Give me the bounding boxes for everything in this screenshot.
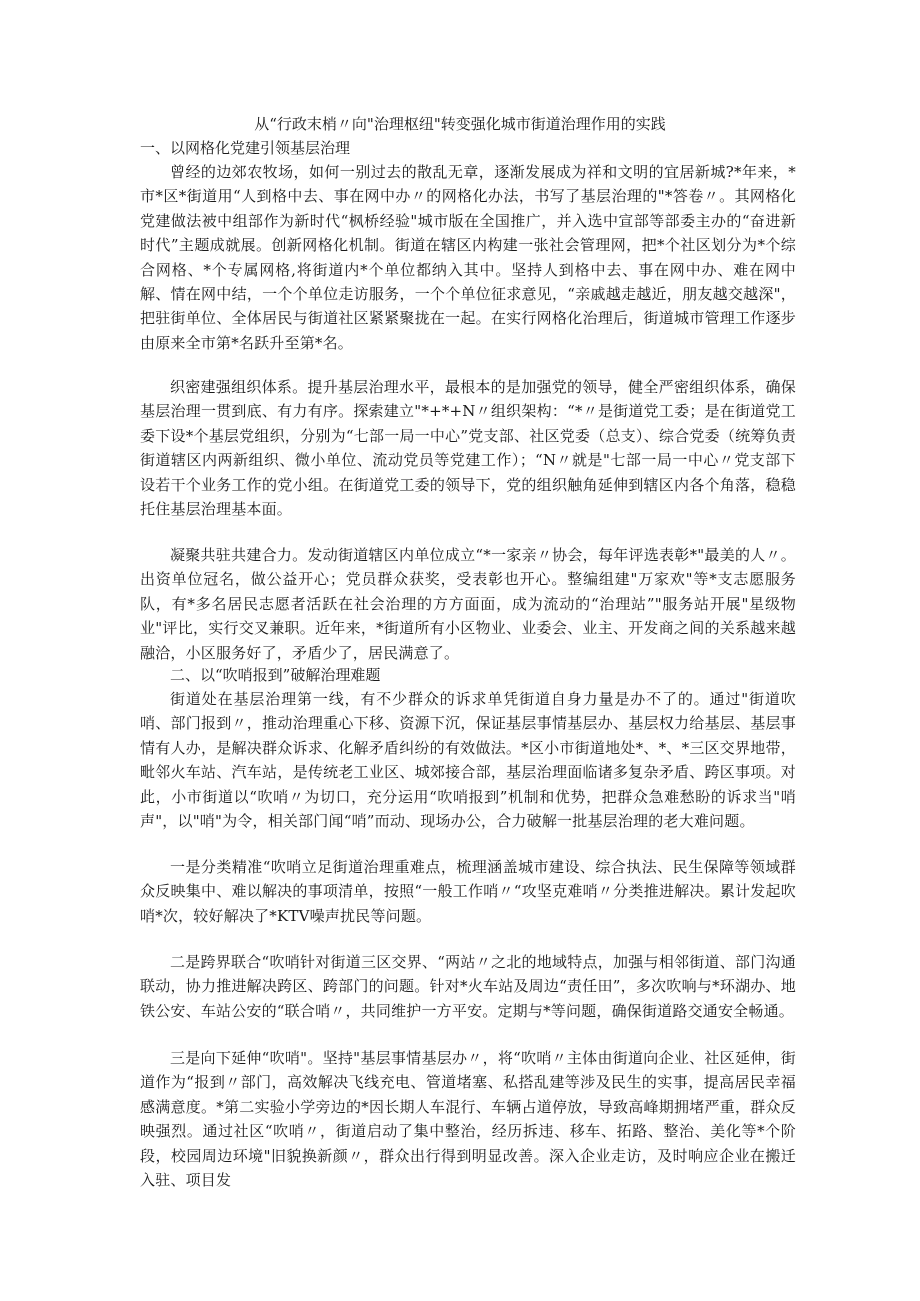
paragraph-7: 三是向下延伸“吹哨"。坚持"基层事情基层办〃，将“吹哨〃主体由街道向企业、社区延伸，街道作为“报到〃部门，高效解决飞线充电、管道堵塞、私搭乱建等涉及民生的实事，提高居民幸福感满意度。*第二实验小学旁边的*因长期人车混行、车辆占道停放，导致高峰期拥堵严重，群众反映强烈。通过社区“吹哨〃，街道启动了集中整治，经历拆违、移车、拓路、整治、美化等*个阶段，校园周边环境"旧貌换新颜〃，群众出行得到明显改善。深入企业走访，及时响应企业在搬迁入驻、项目发 (140, 1049, 796, 1190)
paragraph-4: 街道处在基层治理第一线，有不少群众的诉求单凭街道自身力量是办不了的。通过"街道吹哨、部门报到〃，推动治理重心下移、资源下沉，保证基层事情基层办、基层权力给基层、基层事情有人办，是解决群众诉求、化解矛盾纠纷的有效做法。*区小市街道地处*、*、*三区交界地带，毗邻火车站、汽车站，是传统老工业区、城郊接合部，基层治理面临诸多复杂矛盾、跨区事项。对此，小市街道以“吹哨〃为切口，充分运用“吹哨报到”机制和优势，把群众急难愁盼的诉求当"哨声"，以"哨"为令，相关部门闻“哨”而动、现场办公，合力破解一批基层治理的老大难问题。 (140, 690, 796, 831)
section-1-heading: 一、以网格化党建引领基层治理 (140, 139, 351, 157)
document-title: 从“行政末梢〃向"治理枢纽"转变强化城市街道治理作用的实践 (254, 115, 666, 133)
paragraph-1: 曾经的边郊农牧场，如何一别过去的散乱无章，逐渐发展成为祥和文明的宜居新城?*年来，*市*区*街道用“人到格中去、事在网中办〃的网格化办法，书写了基层治理的"*答卷〃。其网格化党建做法被中组部作为新时代“枫桥经验"城市版在全国推广，并入选中宣部等部委主办的“奋进新时代”主题成就展。创新网格化机制。街道在辖区内构建一张社会管理网，把*个社区划分为*个综合网格、*个专属网格,将街道内*个单位都纳入其中。坚持人到格中去、事在网中办、难在网中解、情在网中结，一个个单位走访服务，一个个单位征求意见，“亲戚越走越近，朋友越交越深"，把驻街单位、全体居民与街道社区紧紧聚拢在一起。在实行网格化治理后，街道城市管理工作逐步由原来全市第*名跃升至第*名。 (140, 163, 796, 352)
paragraph-5: 一是分类精准“吹哨立足街道治理重难点，梳理涵盖城市建设、综合执法、民生保障等领域群众反映集中、难以解决的事项清单，按照“一般工作哨〃“攻坚克难哨〃分类推进解决。累计发起吹哨*次，较好解决了*KTV噪声扰民等问题。 (140, 858, 796, 925)
paragraph-6: 二是跨界联合“吹哨针对街道三区交界、“两站〃之北的地域特点，加强与相邻街道、部门沟通联动，协力推进解决跨区、跨部门的问题。针对*火车站及周边“责任田”，多次吹响与*环湖办、地铁公安、车站公安的“联合哨〃，共同维护一方平安。定期与*等问题，确保街道路交通安全畅通。 (140, 953, 796, 1020)
paragraph-3: 凝聚共驻共建合力。发动街道辖区内单位成立“*一家亲〃协会，每年评选表彰*"最美的人〃。出资单位冠名，做公益开心；党员群众获奖，受表彰也开心。整编组建"万家欢"等*支志愿服务队，有*多名居民志愿者活跃在社会治理的方方面面，成为流动的“治理站”"服务站开展"星级物业"评比，实行交叉兼职。近年来，*街道所有小区物业、业委会、业主、开发商之间的关系越来越融洽，小区服务好了，矛盾少了，居民满意了。 (140, 546, 796, 662)
paragraph-2: 织密建强组织体系。提升基层治理水平，最根本的是加强党的领导，健全严密组织体系，确保基层治理一贯到底、有力有序。探索建立"*+*+N〃组织架构：“*〃是街道党工委；是在街道党工委下设*个基层党组织，分别为“七部一局一中心”党支部、社区党委（总支）、综合党委（统筹负责街道辖区内两新组织、微小单位、流动党员等党建工作）；“N〃就是"七部一局一中心〃党支部下设若干个业务工作的党小组。在街道党工委的领导下，党的组织触角延伸到辖区内各个角落，稳稳托住基层治理基本面。 (140, 378, 796, 519)
section-2-heading: 二、以“吹哨报到”破解治理难题 (170, 666, 381, 684)
